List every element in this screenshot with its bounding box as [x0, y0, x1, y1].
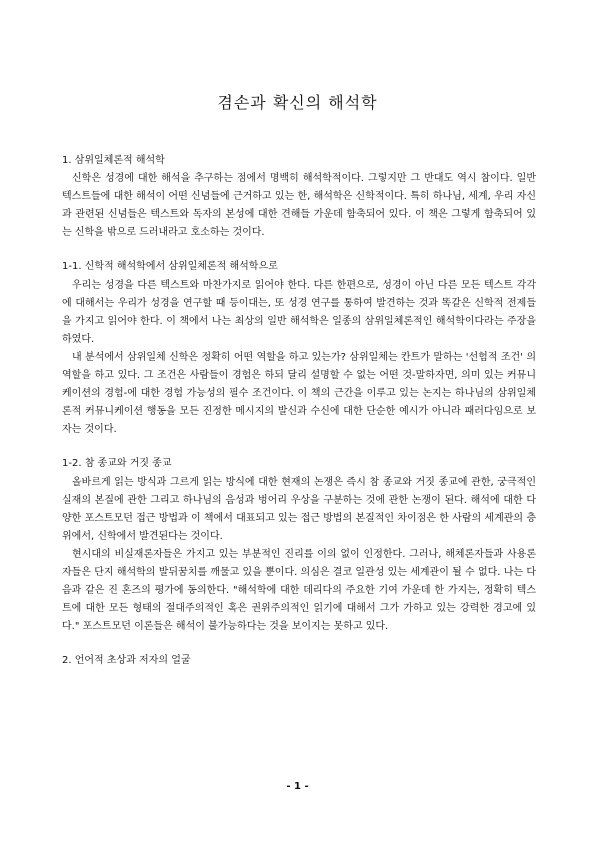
body-paragraph: 내 분석에서 삼위일체 신학은 정확히 어떤 역할을 하고 있는가? 삼위일체는 칸트가 말하는 '선험적 조건' 의 역할을 하고 있다. 그 조건은 사람들이 경험은 하되 달리 설명할 수 없는 어떤 것-말하자면, 의미 있는 커뮤니케이션의 경험-에 대한 경험 가능성의 필수 조건이다. 이 책의 근간을 이루고 있는 논지는 하나님의 삼위일체론적 커뮤니케이션 행동을 모든 진정한 메시지의 발신과 수신에 대한 단순한 예시가 아니라 패러다임으로 보자는 것이다.	[62, 351, 536, 436]
section-heading: 1-1. 신학적 해석학에서 삼위일체론적 해석학으로	[62, 261, 278, 273]
section-heading: 1. 삼위일체론적 해석학	[62, 155, 165, 166]
body-paragraph: 신학은 성경에 대한 해석을 추구하는 점에서 명백히 해석학적이다. 그렇지만 그 반대도 역시 참이다. 일반 텍스트들에 대한 해석이 어떤 신념들에 근거하고 있는 한, 해석학은 신학적이다. 특히 하나님, 세계, 우리 자신과 관련된 신념들은 텍스트와 독자의 본성에 대한 견해들 가운데 함축되어 있다. 이 책은 그렇게 함축되어 있는 신학을 밖으로 드러내라고 호소하는 것이다.	[62, 173, 536, 239]
body-paragraph: 올바르게 읽는 방식과 그르게 읽는 방식에 대한 현재의 논쟁은 즉시 참 종교와 거짓 종교에 관한, 궁극적인 실재의 본질에 관한 그리고 하나님의 음성과 벙어리 우상을 구분하는 것에 관한 논쟁이 된다. 해석에 대한 다양한 포스트모던 접근 방법과 이 책에서 대표되고 있는 접근 방법의 본질적인 차이점은 한 사람의 세계관의 층위에서, 신학에서 발견된다는 것이다.	[62, 476, 536, 542]
body-paragraph: 우리는 성경을 다른 텍스트와 마찬가지로 읽어야 한다. 다른 한편으로, 성경이 아닌 다른 모든 텍스트 각각에 대해서는 우리가 성경을 연구할 때 등이대는, 또 성경 연구를 통하여 발견하는 것과 똑같은 신학적 전제들을 가지고 읽어야 한다. 이 책에서 나는 최상의 일반 해석학은 일종의 삼위일체론적인 해석학이다라는 주장을 하였다.	[62, 279, 536, 345]
page-number: - 1 -	[286, 781, 309, 792]
body-paragraph: 현시대의 비실재론자들은 가지고 있는 부분적인 진리를 이의 없이 인정한다. 그러나, 해체론자들과 사용론자들은 단지 해석학의 발뒤꿈치를 깨물고 있을 뿐이다. 의심은 결코 일관성 있는 세계관이 될 수 없다. 나는 다음과 같은 진 혼즈의 평가에 동의한다. "해석학에 대한 데리다의 주요한 기여 가운데 한 가지는, 정확히 텍스트에 대한 모든 형태의 절대주의적인 혹은 권위주의적인 읽기에 대해서 그가 가하고 있는 강력한 경고에 있다." 포스트모던 이론들은 해석이 불가능하다는 것을 보이지는 못하고 있다.	[62, 548, 536, 633]
section-heading: 2. 언어적 초상과 저자의 얼굴	[62, 655, 191, 667]
document-body	[62, 152, 536, 670]
document-title: 겸손과 확신의 해석학	[217, 93, 378, 112]
section-heading: 1-2. 참 종교와 거짓 종교	[62, 458, 172, 470]
